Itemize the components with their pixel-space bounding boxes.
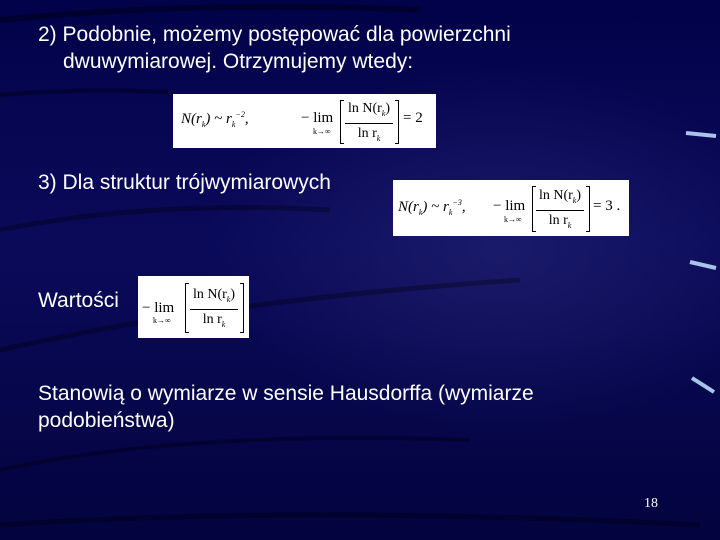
item-3-text: 3) Dla struktur trójwymiarowych — [38, 171, 331, 194]
formula-2d-limit: − lim — [301, 110, 334, 126]
page-number: 18 — [644, 496, 658, 511]
formula-3d-scaling: N(r — [398, 199, 419, 215]
formula-3d-limit-sub: k→∞ — [504, 215, 522, 224]
formula-limit-text: − lim — [142, 300, 175, 316]
formula-2d-limit-sub: k→∞ — [313, 127, 331, 136]
formula-dimension-limit — [138, 276, 249, 338]
formula-2d-exponent: −2 — [235, 110, 245, 119]
conclusion-line-2: podobieństwa) — [38, 409, 175, 432]
formula-3d-limit: − lim — [493, 198, 526, 214]
formula-limit-fraction: $\ln N(r_k)$ $\ln r_k$ — [190, 286, 238, 333]
formula-2d-fraction: $\ln N(r_k)$ $\ln r_k$ — [345, 100, 393, 147]
formula-3d-fraction: $\ln N(r_k)$ $\ln r_k$ — [536, 187, 584, 234]
conclusion-line-1: Stanowią o wymiarze w sensie Hausdorffa (wymiarze — [38, 382, 534, 405]
item-2-line-1: 2) Podobnie, możemy postępować dla powierzchni — [38, 23, 511, 46]
formula-2d-scaling: N(r — [181, 111, 202, 127]
wartosci-label: Wartości — [38, 289, 119, 312]
item-2-line-2: dwuwymiarowej. Otrzymujemy wtedy: — [63, 50, 414, 73]
formula-limit-sub: k→∞ — [153, 316, 171, 325]
formula-3d-exponent: −3 — [452, 198, 462, 207]
formula-2d-result: = 2 — [403, 110, 423, 126]
formula-2d-dimension: $N(r_k)$ ~ $r_k^{-2}$, − lim k→∞ $\ln N(r_k)$ $\ln r_k$ = 2 — [173, 94, 436, 148]
formula-3d-dimension: $N(r_k)$ ~ $r_k^{-3}$, − lim k→∞ $\ln N(r_k)$ $\ln r_k$ = 3 . — [393, 180, 629, 236]
formula-3d-result: = 3 . — [593, 198, 621, 214]
